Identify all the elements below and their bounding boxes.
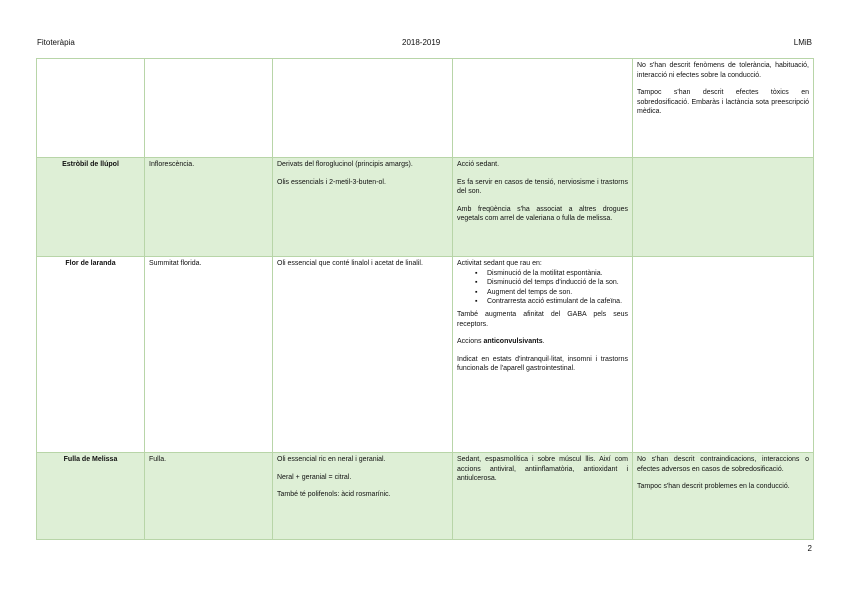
safety-text: Tampoc s'han descrit problemes en la conducció.: [637, 483, 790, 491]
component-text: Olis essencials i 2-metil-3-buten-ol.: [277, 178, 386, 186]
action-list: [475, 269, 628, 307]
list-item: ▪ Contrarresta acció estimulant de la cafeïna.: [475, 297, 628, 307]
components-cell: [273, 59, 453, 158]
used-part-cell: Inflorescència.: [145, 158, 273, 257]
used-part-cell: Summitat florida.: [145, 257, 273, 453]
anticonvulsant-term: anticonvulsivants: [483, 338, 543, 346]
safety-cell: [633, 158, 814, 257]
used-part-cell: Fulla.: [145, 453, 273, 540]
phytotherapy-table: [36, 58, 814, 540]
safety-cell: [633, 453, 814, 540]
list-item: ▪ Augment del temps de son.: [475, 288, 628, 298]
action-intro: Activitat sedant que rau en:: [457, 260, 542, 267]
component-text: Neral + geranial = citral.: [277, 473, 352, 481]
action-text: Indicat en estats d'intranquil·litat, insomni i trastorns funcionals de l'aparell gastrointestinal.: [457, 355, 628, 373]
safety-text: No s'han descrit contraindicacions, interaccions o efectes adversos en casos de sobredosificació.: [637, 456, 809, 473]
component-text: També té polifenols: àcid rosmarínic.: [277, 491, 391, 499]
action-text: Es fa servir en casos de tensió, nerviosisme i trastorns del son.: [457, 178, 628, 196]
action-text: També augmenta afinitat del GABA pels seus receptors.: [457, 310, 628, 328]
safety-text: Tampoc s'han descrit efectes tòxics en sobredosificació. Embaràs i lactància sota preescripció mèdica.: [637, 89, 809, 116]
header-subject: Fitoteràpia: [37, 38, 75, 47]
table-row: [37, 453, 814, 540]
header-author: LMiB: [793, 38, 812, 47]
table-row: [37, 158, 814, 257]
safety-cell: [633, 59, 814, 158]
list-item: ▪ Disminució de la motilitat espontània.: [475, 269, 628, 279]
plant-name-cell: Flor de laranda: [37, 257, 145, 453]
component-text: Derivats del floroglucinol (principis amargs).: [277, 161, 413, 168]
actions-cell: [453, 59, 633, 158]
action-text: Acció sedant.: [457, 161, 500, 168]
components-cell: [273, 453, 453, 540]
table-row: [37, 257, 814, 453]
anticonvulsant-prefix: Accions: [457, 338, 484, 346]
components-cell: [273, 158, 453, 257]
safety-text: No s'han descrit fenòmens de tolerància, habituació, interacció ni efectes sobre la conducció.: [637, 62, 809, 79]
component-text: Oli essencial que conté linalol i acetat de linalil.: [277, 260, 423, 267]
anticonvulsant-suffix: .: [542, 338, 545, 346]
plant-name-cell: Estròbil de llúpol: [37, 158, 145, 257]
header-year: 2018-2019: [402, 38, 441, 47]
page-number: 2: [807, 544, 812, 553]
table-row: [37, 59, 814, 158]
plant-name-cell: Fulla de Melissa: [37, 453, 145, 540]
component-text: Oli essencial ric en neral i geranial.: [277, 456, 386, 463]
actions-cell: [453, 257, 633, 453]
action-text: Sedant, espasmolítica i sobre múscul llis. Així com accions antiviral, antiinflamatòria, antioxidant i antiulcerosa.: [457, 456, 628, 483]
used-part-cell: [145, 59, 273, 158]
actions-cell: [453, 158, 633, 257]
safety-cell: [633, 257, 814, 453]
anticonvulsant-line: [457, 337, 628, 347]
components-cell: [273, 257, 453, 453]
plant-name-cell: [37, 59, 145, 158]
actions-cell: [453, 453, 633, 540]
list-item: ▪ Disminució del temps d'inducció de la son.: [475, 278, 628, 288]
action-text: Amb freqüència s'ha associat a altres drogues vegetals com arrel de valeriana o fulla de melissa.: [457, 205, 628, 223]
